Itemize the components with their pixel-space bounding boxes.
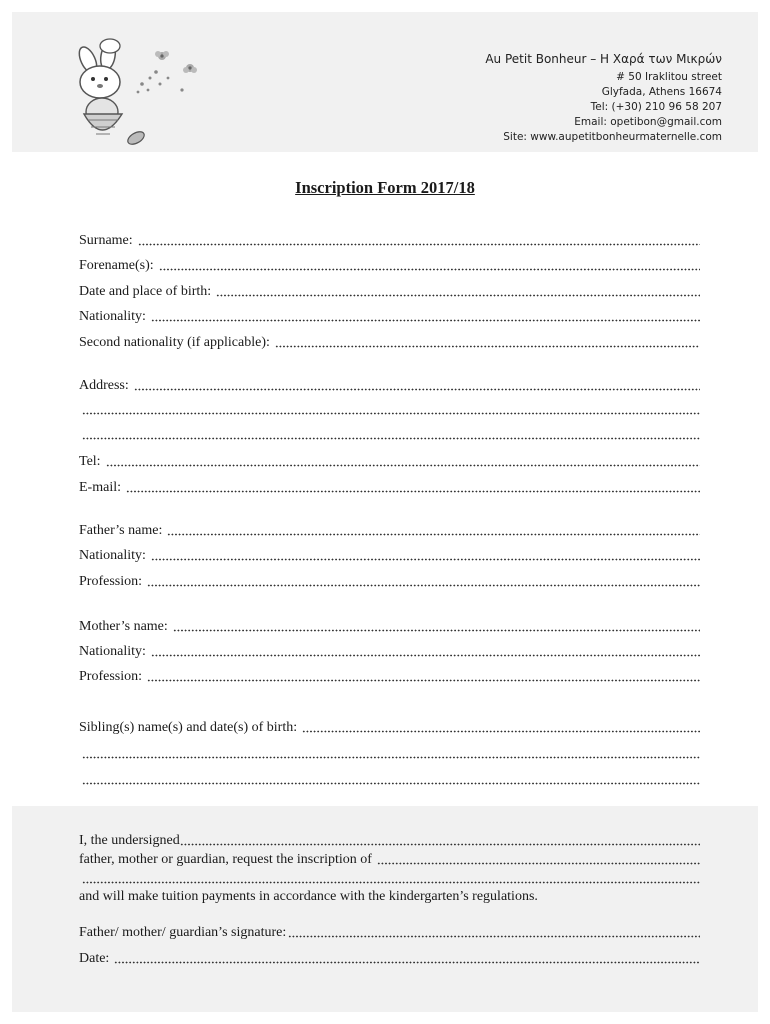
dotted-line (151, 654, 700, 657)
date-field[interactable] (79, 948, 700, 968)
mother-profession-label: Profession: (79, 669, 142, 684)
dotted-line (302, 730, 700, 733)
school-name: Au Petit Bonheur – Η Χαρά των Μικρών (485, 52, 722, 66)
surname-label: Surname: (79, 233, 133, 248)
nationality-label: Nationality: (79, 309, 146, 324)
address-label: Address: (79, 378, 129, 393)
undersigned-field[interactable] (79, 830, 700, 850)
tuition-statement: and will make tuition payments in accordance with the kindergarten’s regulations. (79, 889, 538, 904)
school-tel: Tel: (+30) 210 96 58 207 (590, 101, 722, 113)
form-title: Inscription Form 2017/18 (295, 178, 475, 197)
siblings-field[interactable] (79, 717, 700, 737)
dotted-line (159, 268, 700, 271)
nationality-field[interactable] (79, 306, 700, 326)
school-email: Email: opetibon@gmail.com (574, 116, 722, 128)
siblings-line-3[interactable] (79, 769, 700, 789)
bunny-chef-icon (64, 34, 204, 154)
school-address: # 50 Iraklitou street (616, 71, 722, 83)
dotted-line (82, 412, 700, 415)
surname-field[interactable] (79, 230, 700, 250)
father-nationality-label: Nationality: (79, 548, 146, 563)
school-city: Glyfada, Athens 16674 (601, 86, 722, 98)
dotted-line (134, 388, 700, 391)
dotted-line (147, 584, 700, 587)
father-name-label: Father’s name: (79, 523, 163, 538)
siblings-line-2[interactable] (79, 743, 700, 763)
child-name-line[interactable] (79, 868, 700, 888)
dotted-line (147, 679, 700, 682)
inscription-request-field[interactable] (79, 849, 700, 869)
school-site: Site: www.aupetitbonheurmaternelle.com (503, 131, 722, 143)
address-line-2[interactable] (79, 399, 700, 419)
dotted-line (106, 464, 700, 467)
birth-label: Date and place of birth: (79, 284, 212, 299)
forenames-label: Forename(s): (79, 258, 154, 273)
siblings-label: Sibling(s) name(s) and date(s) of birth: (79, 720, 298, 735)
inscription-request-label: father, mother or guardian, request the inscription of (79, 852, 372, 867)
mother-profession-field[interactable] (79, 666, 700, 686)
undersigned-label: I, the undersigned (79, 833, 180, 848)
dotted-line (82, 437, 700, 440)
dotted-line (82, 881, 700, 884)
father-profession-field[interactable] (79, 571, 700, 591)
second-nationality-label: Second nationality (if applicable): (79, 335, 270, 350)
dotted-line (377, 862, 700, 865)
signature-label: Father/ mother/ guardian’s signature: (79, 925, 287, 940)
dotted-line (126, 490, 700, 493)
mother-nationality-label: Nationality: (79, 644, 146, 659)
father-name-field[interactable] (79, 520, 700, 540)
date-label: Date: (79, 951, 110, 966)
signature-field[interactable] (79, 922, 700, 942)
email-label: E-mail: (79, 480, 121, 495)
father-nationality-field[interactable] (79, 545, 700, 565)
tel-label: Tel: (79, 454, 101, 469)
forenames-field[interactable] (79, 255, 700, 275)
school-contact (302, 50, 722, 145)
mother-nationality-field[interactable] (79, 641, 700, 661)
letterhead (12, 12, 758, 152)
dotted-line (288, 935, 700, 938)
dotted-line (151, 319, 700, 322)
mother-name-field[interactable] (79, 616, 700, 636)
address-field[interactable] (79, 375, 700, 395)
dotted-line (82, 756, 700, 759)
address-line-3[interactable] (79, 424, 700, 444)
email-field[interactable] (79, 477, 700, 497)
dotted-line (138, 243, 700, 246)
dotted-line (114, 961, 700, 964)
dotted-line (167, 533, 700, 536)
dotted-line (173, 629, 700, 632)
father-profession-label: Profession: (79, 574, 142, 589)
birth-field[interactable] (79, 281, 700, 301)
tel-field[interactable] (79, 451, 700, 471)
dotted-line (216, 294, 700, 297)
dotted-line (275, 345, 700, 348)
dotted-line (151, 558, 700, 561)
dotted-line (180, 843, 700, 846)
mother-name-label: Mother’s name: (79, 619, 168, 634)
dotted-line (82, 782, 700, 785)
second-nationality-field[interactable] (79, 332, 700, 352)
